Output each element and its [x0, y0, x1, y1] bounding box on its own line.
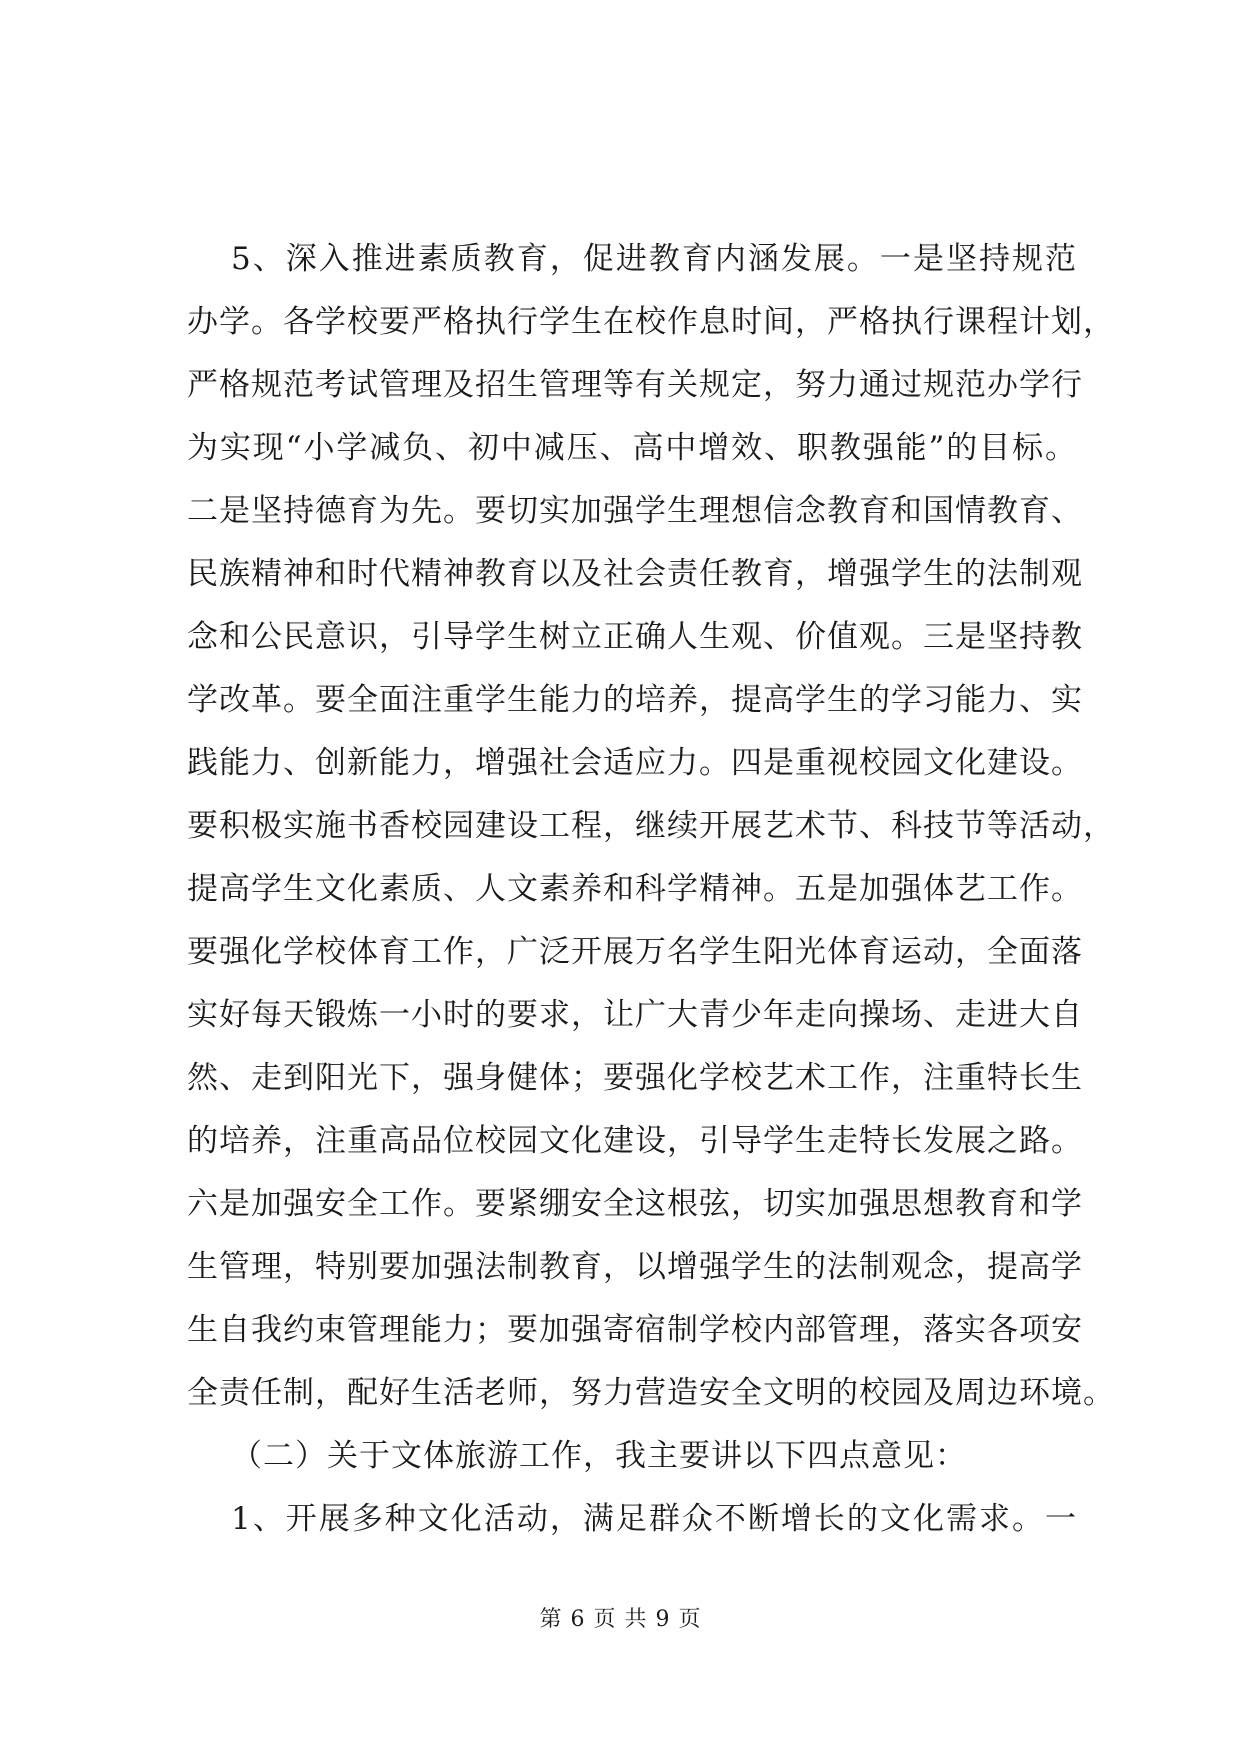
paragraph-line: 全责任制，配好生活老师，努力营造安全文明的校园及周边环境。	[187, 1375, 1115, 1411]
paragraph-line: 生自我约束管理能力；要加强寄宿制学校内部管理，落实各项安	[187, 1312, 1083, 1348]
paragraph-line: 提高学生文化素质、人文素养和科学精神。五是加强体艺工作。	[187, 871, 1083, 907]
paragraph-line: 要强化学校体育工作，广泛开展万名学生阳光体育运动，全面落	[187, 934, 1083, 970]
paragraph-line: 民族精神和时代精神教育以及社会责任教育，增强学生的法制观	[187, 556, 1083, 592]
paragraph-line: 的培养，注重高品位校园文化建设，引导学生走特长发展之路。	[187, 1123, 1083, 1159]
page-number-footer: 第 6 页 共 9 页	[539, 1607, 702, 1632]
paragraph-line: 六是加强安全工作。要紧绷安全这根弦，切实加强思想教育和学	[187, 1186, 1083, 1222]
paragraph-line: 1、开展多种文化活动，满足群众不断增长的文化需求。一	[231, 1501, 1077, 1537]
paragraph-line: 生管理，特别要加强法制教育，以增强学生的法制观念，提高学	[187, 1249, 1083, 1285]
paragraph-line: 要积极实施书香校园建设工程，继续开展艺术节、科技节等活动，	[187, 808, 1115, 844]
paragraph-line: 严格规范考试管理及招生管理等有关规定，努力通过规范办学行	[187, 367, 1083, 403]
section-heading-line: （二）关于文体旅游工作，我主要讲以下四点意见：	[231, 1438, 967, 1474]
paragraph-line: 学改革。要全面注重学生能力的培养，提高学生的学习能力、实	[187, 682, 1083, 718]
paragraph-line: 实好每天锻炼一小时的要求，让广大青少年走向操场、走进大自	[187, 997, 1083, 1033]
paragraph-line: 践能力、创新能力，增强社会适应力。四是重视校园文化建设。	[187, 745, 1083, 781]
paragraph-line: 二是坚持德育为先。要切实加强学生理想信念教育和国情教育、	[187, 493, 1083, 529]
paragraph-line: 为实现“小学减负、初中减压、高中增效、职教强能”的目标。	[187, 430, 1077, 466]
paragraph-line: 办学。各学校要严格执行学生在校作息时间，严格执行课程计划，	[187, 304, 1115, 340]
paragraph-line: 念和公民意识，引导学生树立正确人生观、价值观。三是坚持教	[187, 619, 1083, 655]
paragraph-line: 然、走到阳光下，强身健体；要强化学校艺术工作，注重特长生	[187, 1060, 1083, 1096]
document-body	[187, 228, 1115, 1551]
paragraph-line: 5、深入推进素质教育，促进教育内涵发展。一是坚持规范	[231, 241, 1077, 277]
